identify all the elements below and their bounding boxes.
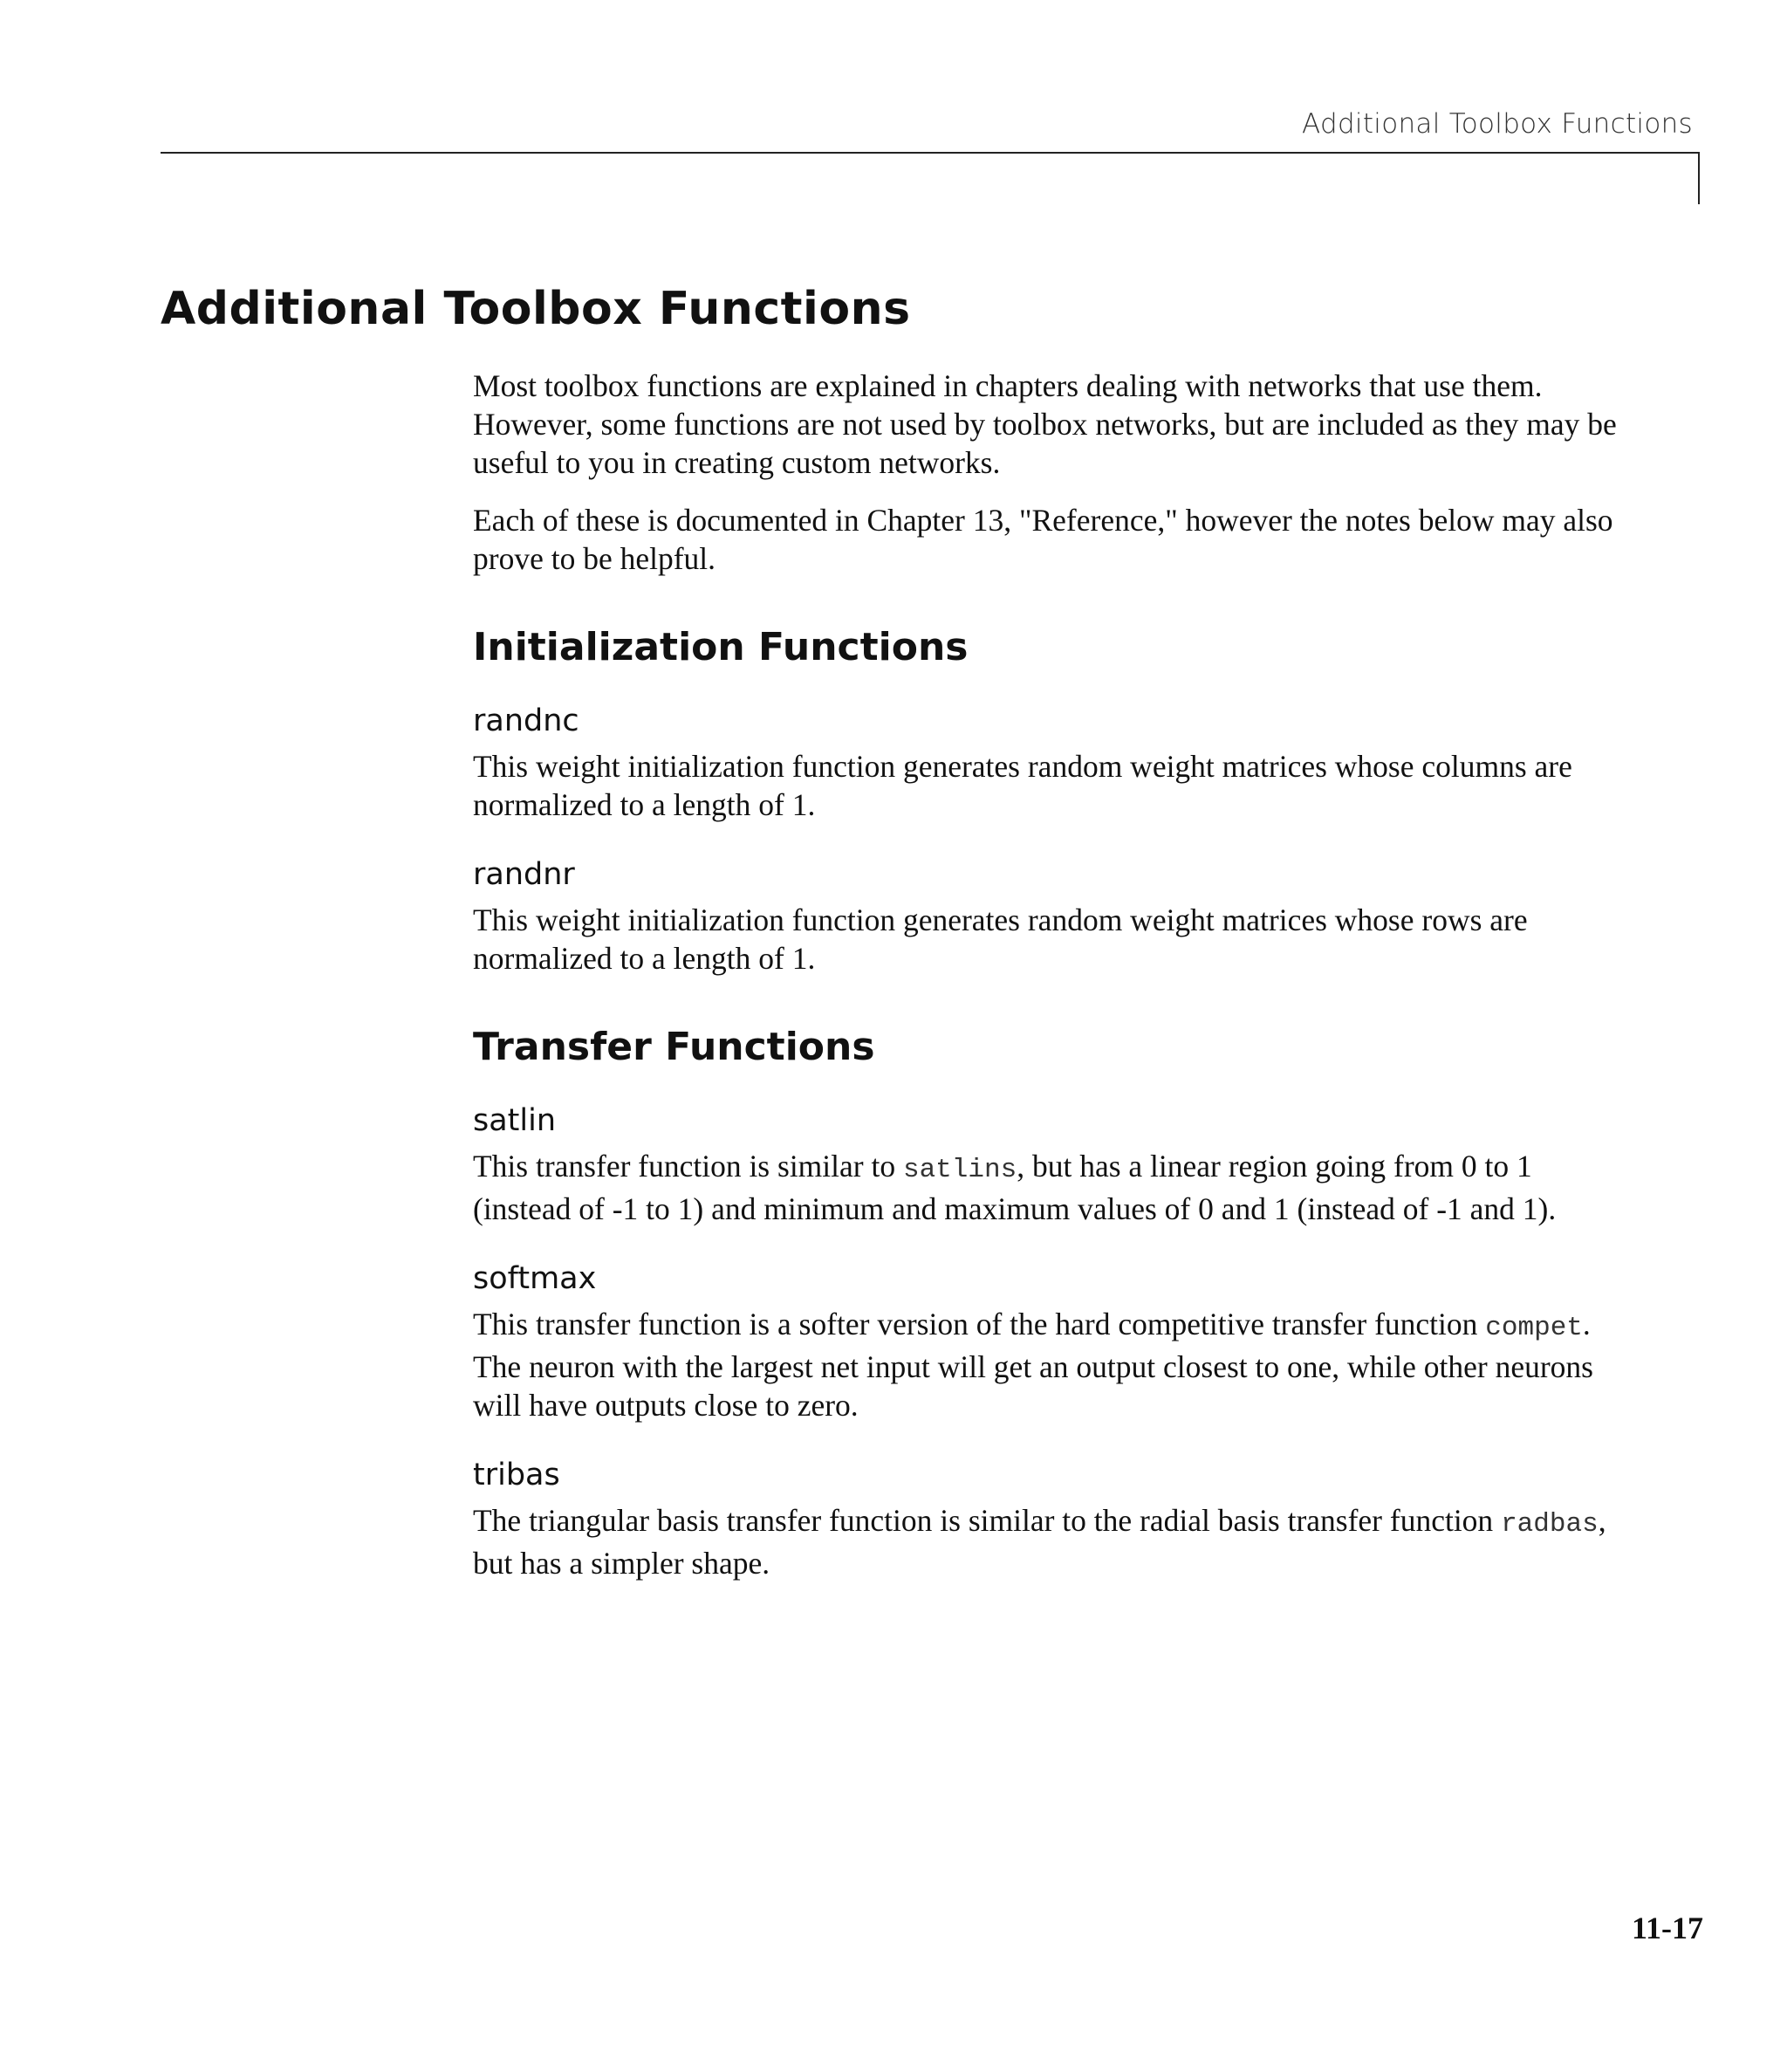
code-satlins: satlins [902, 1155, 1017, 1185]
header-rule-tick [1698, 152, 1700, 204]
function-heading-tribas: tribas [473, 1458, 560, 1492]
function-entry-softmax [473, 1259, 1633, 1424]
code-radbas: radbas [1501, 1509, 1599, 1540]
function-description-randnc: This weight initialization function generates random weight matrices whose columns are normalized to a length of 1. [473, 749, 1572, 822]
function-entry-randnc [473, 702, 1633, 824]
description-text: , but has a simpler shape. [473, 1503, 1606, 1581]
description-text: This transfer function is similar to [473, 1149, 903, 1184]
main-content [473, 367, 1633, 1582]
description-text: This transfer function is a softer version of the hard competitive transfer function [473, 1307, 1486, 1341]
function-description-satlin [473, 1147, 1633, 1228]
running-header: Additional Toolbox Functions [1302, 108, 1693, 140]
function-description-tribas [473, 1501, 1633, 1582]
intro-paragraph-2: Each of these is documented in Chapter 13, "Reference," however the notes below may also prove to be helpful. [473, 503, 1613, 576]
function-heading-randnr: randnr [473, 857, 575, 892]
code-compet: compet [1485, 1313, 1583, 1343]
function-entry-satlin [473, 1101, 1633, 1228]
page-number: 11-17 [1631, 1911, 1703, 1945]
description-text: The triangular basis transfer function is similar to the radial basis transfer function [473, 1503, 1502, 1538]
section-heading-initialization: Initialization Functions [473, 625, 969, 669]
function-description-randnr: This weight initialization function generates random weight matrices whose rows are normalized to a length of 1. [473, 902, 1528, 976]
header-rule [161, 152, 1700, 154]
function-heading-softmax: softmax [473, 1261, 597, 1296]
page-title: Additional Toolbox Functions [161, 283, 911, 335]
function-heading-randnc: randnc [473, 703, 579, 738]
function-entry-tribas [473, 1456, 1633, 1582]
section-heading-transfer: Transfer Functions [473, 1025, 875, 1069]
function-entry-randnr [473, 855, 1633, 978]
intro-paragraph-1: Most toolbox functions are explained in chapters dealing with networks that use them. However, some functions are not used by toolbox networks, but are included as they may be useful to you in creating custom networks. [473, 368, 1617, 480]
function-heading-satlin: satlin [473, 1103, 557, 1138]
function-description-softmax [473, 1305, 1633, 1424]
description-text: , but has a linear region going from 0 to 1 (instead of -1 to 1) and minimum and maximum values of 0 and 1 (instead of -1 and 1). [473, 1149, 1557, 1226]
description-text: . The neuron with the largest net input will get an output closest to one, while other neurons will have outputs close to zero. [473, 1307, 1593, 1423]
